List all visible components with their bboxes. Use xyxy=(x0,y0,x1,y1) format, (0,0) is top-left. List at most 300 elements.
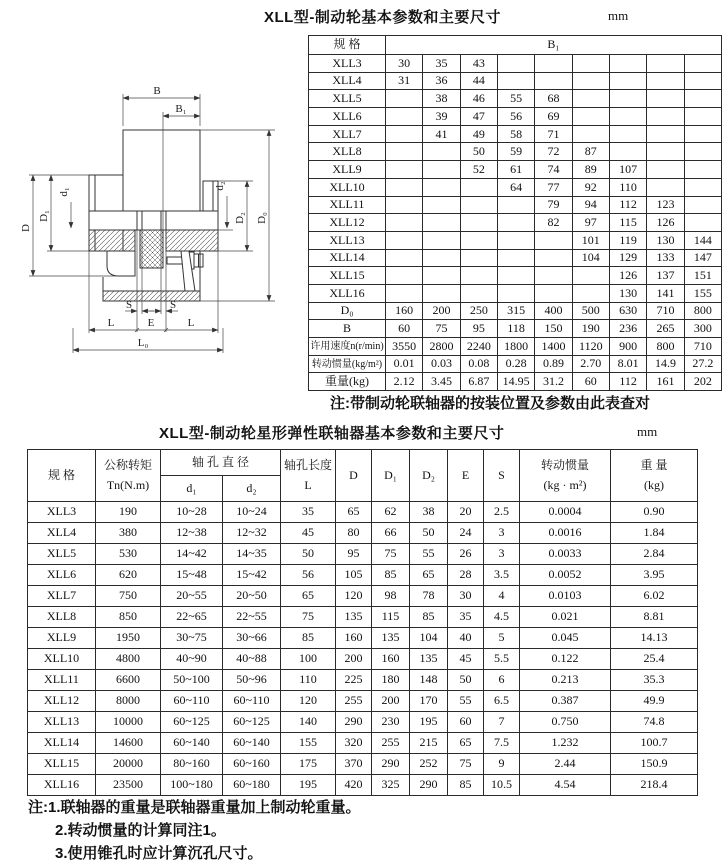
table-cell: 1950 xyxy=(96,628,161,649)
table-cell: 69 xyxy=(535,108,572,126)
dim-label-e: E xyxy=(147,317,155,329)
footnote-3: 3.使用锥孔时应计算沉孔尺寸。 xyxy=(55,845,263,862)
table-cell: 8000 xyxy=(96,691,161,712)
table-cell xyxy=(535,249,572,267)
table-cell: 250 xyxy=(460,302,497,320)
torque-header-line2: Tn(N.m) xyxy=(106,477,150,492)
table-cell: 0.0103 xyxy=(520,586,611,607)
table-cell: 129 xyxy=(609,249,646,267)
table-cell: 82 xyxy=(535,214,572,232)
row-label: XLL9 xyxy=(28,628,96,649)
table-cell xyxy=(609,125,646,143)
table-cell: 200 xyxy=(372,691,410,712)
table-cell: 140 xyxy=(281,712,336,733)
table-cell xyxy=(684,72,721,90)
table-cell: 60~180 xyxy=(223,775,281,796)
table-row xyxy=(28,691,698,712)
table-cell xyxy=(460,196,497,214)
dim-label-b1: B₁ xyxy=(175,103,187,115)
table-cell: 4800 xyxy=(96,649,161,670)
table-cell: 75 xyxy=(281,607,336,628)
table-row xyxy=(309,320,722,338)
table-cell: 900 xyxy=(609,338,646,356)
col-header-D2: D₂ xyxy=(410,450,448,502)
table-cell: 85 xyxy=(372,565,410,586)
table-row xyxy=(309,214,722,232)
row-label: XLL11 xyxy=(309,196,386,214)
dim-label-d2: d₂ xyxy=(214,181,226,191)
row-label: 转动惯量(kg/m²) xyxy=(309,355,386,373)
table-cell: 14.9 xyxy=(647,355,684,373)
row-label: 重量(kg) xyxy=(309,373,386,391)
table-cell: 141 xyxy=(647,284,684,302)
torque-header xyxy=(96,450,161,502)
table-cell: 0.90 xyxy=(611,502,698,523)
table-cell: 71 xyxy=(535,125,572,143)
table-cell xyxy=(609,55,646,73)
table-cell xyxy=(497,284,534,302)
footnote-1: 注:1.联轴器的重量是联轴器重量加上制动轮重量。 xyxy=(28,799,361,816)
table-cell: 23500 xyxy=(96,775,161,796)
table-cell: 6.5 xyxy=(484,691,520,712)
table-cell xyxy=(423,161,460,179)
table-cell: 35 xyxy=(448,607,484,628)
table-cell: 40~88 xyxy=(223,649,281,670)
table-cell: 47 xyxy=(460,108,497,126)
table-cell: 61 xyxy=(497,161,534,179)
table-cell xyxy=(460,178,497,196)
row-label: XLL6 xyxy=(309,108,386,126)
table-cell: 65 xyxy=(448,733,484,754)
table-cell: 300 xyxy=(684,320,721,338)
table-cell: 74 xyxy=(535,161,572,179)
table-row xyxy=(28,754,698,775)
table-cell: 218.4 xyxy=(611,775,698,796)
table-cell xyxy=(386,161,423,179)
table-cell xyxy=(609,108,646,126)
row-label: XLL5 xyxy=(309,90,386,108)
dim-label-d-cap: D xyxy=(20,224,32,232)
table-cell: 0.03 xyxy=(423,355,460,373)
dim-label-d1-cap: D₁ xyxy=(38,210,50,222)
table-cell xyxy=(386,249,423,267)
table-cell xyxy=(460,284,497,302)
table-cell xyxy=(572,108,609,126)
table-cell xyxy=(497,249,534,267)
table-cell xyxy=(386,178,423,196)
row-label: XLL4 xyxy=(28,523,96,544)
bore-length-header xyxy=(281,450,336,502)
table-cell: 7 xyxy=(484,712,520,733)
table-cell: 95 xyxy=(460,320,497,338)
inertia-header-line1: 转动惯量 xyxy=(541,458,590,473)
table-cell xyxy=(497,55,534,73)
table-cell: 60~110 xyxy=(161,691,223,712)
row-label: XLL12 xyxy=(28,691,96,712)
table-cell: 14~35 xyxy=(223,544,281,565)
table-cell: 126 xyxy=(609,267,646,285)
weight-header-line1: 重 量 xyxy=(640,458,668,473)
table-cell: 35.3 xyxy=(611,670,698,691)
table-cell: 110 xyxy=(281,670,336,691)
table-cell xyxy=(497,231,534,249)
table-cell: 92 xyxy=(572,178,609,196)
table-cell: 2240 xyxy=(460,338,497,356)
table-cell xyxy=(572,90,609,108)
row-label: B xyxy=(309,320,386,338)
row-label: XLL5 xyxy=(28,544,96,565)
table-cell: 160 xyxy=(336,628,372,649)
table-cell: 10000 xyxy=(96,712,161,733)
table-cell: 10.5 xyxy=(484,775,520,796)
table-row xyxy=(28,607,698,628)
row-label: XLL13 xyxy=(309,231,386,249)
table-cell: 750 xyxy=(96,586,161,607)
table-cell: 118 xyxy=(497,320,534,338)
table-cell: 190 xyxy=(572,320,609,338)
table-row xyxy=(309,267,722,285)
table-cell xyxy=(386,196,423,214)
table-cell: 105 xyxy=(336,565,372,586)
table-cell xyxy=(423,143,460,161)
table-cell: 14.95 xyxy=(497,373,534,391)
table-cell xyxy=(609,72,646,90)
table-cell: 135 xyxy=(410,649,448,670)
table-cell: 62 xyxy=(372,502,410,523)
table-cell: 55 xyxy=(448,691,484,712)
table-cell: 98 xyxy=(372,586,410,607)
spec-header: 规 格 xyxy=(309,36,386,55)
row-label: XLL14 xyxy=(309,249,386,267)
row-label: XLL15 xyxy=(28,754,96,775)
table-cell: 530 xyxy=(96,544,161,565)
table-cell: 200 xyxy=(423,302,460,320)
dim-label-s-right: S xyxy=(169,299,177,311)
table-cell: 14.13 xyxy=(611,628,698,649)
coupling-drawing xyxy=(15,80,305,395)
table-cell xyxy=(647,125,684,143)
table-cell: 230 xyxy=(372,712,410,733)
table-cell: 4.54 xyxy=(520,775,611,796)
table-cell: 65 xyxy=(410,565,448,586)
table-cell: 126 xyxy=(647,214,684,232)
bore-length-line1: 轴孔长度 xyxy=(284,458,333,473)
table-cell: 31 xyxy=(386,72,423,90)
table-cell: 148 xyxy=(410,670,448,691)
table-cell: 50 xyxy=(460,143,497,161)
table-row xyxy=(309,108,722,126)
table1-unit-label: mm xyxy=(608,8,629,23)
table-row xyxy=(309,284,722,302)
table-cell: 315 xyxy=(497,302,534,320)
row-label: XLL11 xyxy=(28,670,96,691)
table-cell: 97 xyxy=(572,214,609,232)
table-cell xyxy=(423,267,460,285)
table-cell xyxy=(647,72,684,90)
table-header-row xyxy=(309,36,722,55)
table-cell: 55 xyxy=(497,90,534,108)
table-cell xyxy=(460,231,497,249)
table-cell xyxy=(423,231,460,249)
table-cell: 255 xyxy=(336,691,372,712)
table-cell: 0.213 xyxy=(520,670,611,691)
table-cell: 68 xyxy=(535,90,572,108)
table-cell: 620 xyxy=(96,565,161,586)
table-cell: 236 xyxy=(609,320,646,338)
table-cell: 12~38 xyxy=(161,523,223,544)
table-cell: 290 xyxy=(372,754,410,775)
dim-label-l0: L₀ xyxy=(137,337,149,349)
table-cell: 252 xyxy=(410,754,448,775)
col-header-S: S xyxy=(484,450,520,502)
table-cell: 115 xyxy=(609,214,646,232)
table-cell xyxy=(684,125,721,143)
table-cell: 30~75 xyxy=(161,628,223,649)
table-cell: 135 xyxy=(336,607,372,628)
table-cell: 370 xyxy=(336,754,372,775)
table-cell: 26 xyxy=(448,544,484,565)
dim-label-d2-cap: D₂ xyxy=(234,212,246,224)
table-cell: 3 xyxy=(484,544,520,565)
table-cell: 20000 xyxy=(96,754,161,775)
table-cell: 2.12 xyxy=(386,373,423,391)
row-label: XLL16 xyxy=(309,284,386,302)
table-cell: 56 xyxy=(497,108,534,126)
table-cell: 59 xyxy=(497,143,534,161)
table-cell: 55 xyxy=(410,544,448,565)
table-cell: 75 xyxy=(423,320,460,338)
table-cell: 115 xyxy=(372,607,410,628)
table-cell xyxy=(684,196,721,214)
table-cell: 41 xyxy=(423,125,460,143)
table-cell: 64 xyxy=(497,178,534,196)
dim-label-l-left: L xyxy=(107,317,115,329)
b1-header: B₁ xyxy=(386,36,722,55)
table-row xyxy=(28,502,698,523)
table-cell xyxy=(386,214,423,232)
bore-diameter-header: 轴 孔 直 径 xyxy=(161,450,281,476)
table-cell: 60~125 xyxy=(223,712,281,733)
table-cell: 87 xyxy=(572,143,609,161)
table-cell: 60~140 xyxy=(161,733,223,754)
table-row xyxy=(309,143,722,161)
table-row xyxy=(309,90,722,108)
table-cell: 2800 xyxy=(423,338,460,356)
table-cell: 31.2 xyxy=(535,373,572,391)
table-cell: 50 xyxy=(410,523,448,544)
table-cell: 8.01 xyxy=(609,355,646,373)
table-cell: 49 xyxy=(460,125,497,143)
table-cell: 0.01 xyxy=(386,355,423,373)
row-label: XLL15 xyxy=(309,267,386,285)
table-cell: 2.44 xyxy=(520,754,611,775)
row-label: XLL3 xyxy=(309,55,386,73)
table-cell: 12~32 xyxy=(223,523,281,544)
table-cell: 104 xyxy=(410,628,448,649)
row-label: XLL12 xyxy=(309,214,386,232)
table-cell: 45 xyxy=(448,649,484,670)
table-row xyxy=(28,712,698,733)
table-cell: 43 xyxy=(460,55,497,73)
table-cell: 35 xyxy=(423,55,460,73)
table-cell: 0.021 xyxy=(520,607,611,628)
table-cell: 1120 xyxy=(572,338,609,356)
dim-label-b: B xyxy=(153,85,161,97)
table-cell xyxy=(572,125,609,143)
table-cell: 46 xyxy=(460,90,497,108)
table-cell: 202 xyxy=(684,373,721,391)
table-row xyxy=(28,586,698,607)
table-cell: 60~160 xyxy=(223,754,281,775)
table-cell: 265 xyxy=(647,320,684,338)
table-cell: 80 xyxy=(336,523,372,544)
table-cell: 144 xyxy=(684,231,721,249)
table-row xyxy=(309,302,722,320)
table-cell: 120 xyxy=(336,586,372,607)
table-cell xyxy=(535,55,572,73)
table-cell: 50~96 xyxy=(223,670,281,691)
table-cell: 44 xyxy=(460,72,497,90)
inertia-header xyxy=(520,450,611,502)
table-cell xyxy=(535,267,572,285)
table-cell: 4.5 xyxy=(484,607,520,628)
table-cell: 0.89 xyxy=(535,355,572,373)
table-cell: 630 xyxy=(609,302,646,320)
table-cell xyxy=(386,108,423,126)
row-label: XLL6 xyxy=(28,565,96,586)
table-cell: 38 xyxy=(410,502,448,523)
table-cell: 65 xyxy=(281,586,336,607)
table-cell xyxy=(609,90,646,108)
table-cell: 380 xyxy=(96,523,161,544)
table-cell: 52 xyxy=(460,161,497,179)
table-cell xyxy=(386,143,423,161)
table-row xyxy=(309,355,722,373)
table-cell: 6.02 xyxy=(611,586,698,607)
row-label: XLL14 xyxy=(28,733,96,754)
table-cell xyxy=(647,55,684,73)
col-header-d2: d₂ xyxy=(223,476,281,502)
dim-label-s-left: S xyxy=(125,299,133,311)
table-row xyxy=(28,670,698,691)
table-cell xyxy=(647,161,684,179)
table-cell: 5 xyxy=(484,628,520,649)
table-cell: 75 xyxy=(448,754,484,775)
table-cell: 3550 xyxy=(386,338,423,356)
table-cell: 112 xyxy=(609,196,646,214)
table-cell: 28 xyxy=(448,565,484,586)
table-cell: 123 xyxy=(647,196,684,214)
table-cell: 8.81 xyxy=(611,607,698,628)
table-cell xyxy=(386,90,423,108)
table-cell: 0.750 xyxy=(520,712,611,733)
table-cell: 290 xyxy=(336,712,372,733)
table-cell: 30 xyxy=(448,586,484,607)
table-row xyxy=(309,373,722,391)
inertia-header-line2: (kg · m²) xyxy=(543,477,587,492)
table1-note: 注:带制动轮联轴器的按装位置及参数由此表查对 xyxy=(330,395,650,412)
table-cell: 30~66 xyxy=(223,628,281,649)
table-cell: 133 xyxy=(647,249,684,267)
table-cell: 22~55 xyxy=(223,607,281,628)
table-cell: 170 xyxy=(410,691,448,712)
weight-header-line2: (kg) xyxy=(644,477,664,492)
brake-wheel-table xyxy=(308,35,722,391)
table-cell: 85 xyxy=(281,628,336,649)
row-label: XLL10 xyxy=(309,178,386,196)
table-cell: 36 xyxy=(423,72,460,90)
footnotes xyxy=(28,796,361,865)
table-cell: 180 xyxy=(372,670,410,691)
table-cell: 80~160 xyxy=(161,754,223,775)
table-cell: 0.0016 xyxy=(520,523,611,544)
table-cell xyxy=(609,143,646,161)
table-cell: 195 xyxy=(410,712,448,733)
table-cell xyxy=(647,108,684,126)
table-cell xyxy=(684,214,721,232)
table-row xyxy=(28,628,698,649)
table-cell: 290 xyxy=(410,775,448,796)
table-cell: 79 xyxy=(535,196,572,214)
table-cell xyxy=(423,249,460,267)
table-cell: 94 xyxy=(572,196,609,214)
table-cell: 39 xyxy=(423,108,460,126)
table-cell: 56 xyxy=(281,565,336,586)
table-cell: 15~42 xyxy=(223,565,281,586)
table-cell: 1.84 xyxy=(611,523,698,544)
table-cell: 320 xyxy=(336,733,372,754)
table-cell: 110 xyxy=(609,178,646,196)
row-label: XLL9 xyxy=(309,161,386,179)
table-cell: 100.7 xyxy=(611,733,698,754)
table-cell: 155 xyxy=(684,284,721,302)
table-cell: 20~55 xyxy=(161,586,223,607)
table-cell: 160 xyxy=(372,649,410,670)
table-cell xyxy=(423,196,460,214)
table-cell xyxy=(684,161,721,179)
table-cell: 151 xyxy=(684,267,721,285)
dim-label-d1: d₁ xyxy=(58,187,70,197)
table-cell: 119 xyxy=(609,231,646,249)
table-cell: 40~90 xyxy=(161,649,223,670)
table-row xyxy=(28,775,698,796)
table-cell: 74.8 xyxy=(611,712,698,733)
table-cell: 4 xyxy=(484,586,520,607)
table-cell: 45 xyxy=(281,523,336,544)
table-cell: 225 xyxy=(336,670,372,691)
table-cell: 325 xyxy=(372,775,410,796)
table-cell: 850 xyxy=(96,607,161,628)
table-row xyxy=(309,178,722,196)
table-cell: 85 xyxy=(410,607,448,628)
table-row xyxy=(309,231,722,249)
table-cell: 25.4 xyxy=(611,649,698,670)
table-cell: 710 xyxy=(684,338,721,356)
table-cell xyxy=(460,267,497,285)
table-cell: 0.387 xyxy=(520,691,611,712)
row-label: XLL16 xyxy=(28,775,96,796)
row-label: XLL7 xyxy=(309,125,386,143)
table-cell: 0.0052 xyxy=(520,565,611,586)
row-label: D₀ xyxy=(309,302,386,320)
table-cell: 5.5 xyxy=(484,649,520,670)
footnote-2: 2.转动惯量的计算同注1。 xyxy=(55,822,226,839)
table-cell: 107 xyxy=(609,161,646,179)
table-cell: 20 xyxy=(448,502,484,523)
table-cell: 0.0033 xyxy=(520,544,611,565)
table-cell: 60~140 xyxy=(223,733,281,754)
table-cell: 200 xyxy=(336,649,372,670)
